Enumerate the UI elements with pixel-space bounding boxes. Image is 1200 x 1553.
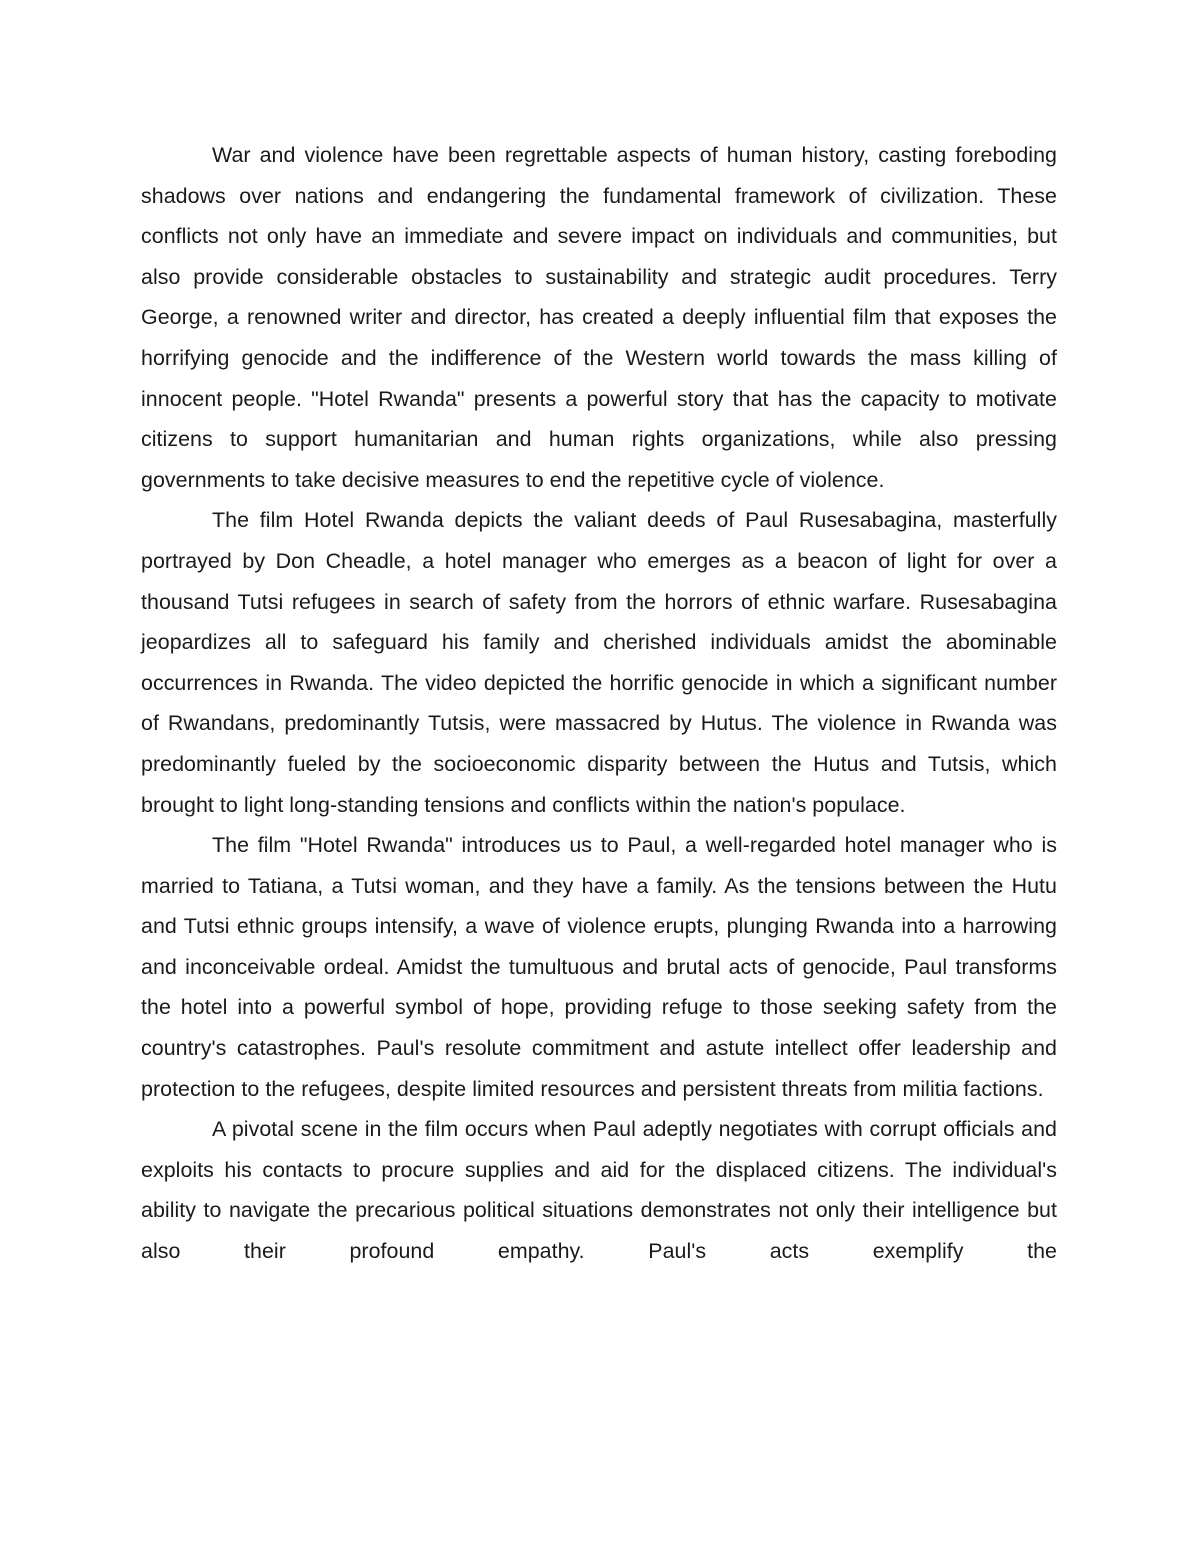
paragraph-intro: War and violence have been regrettable aspects of human history, casting foreboding shadows over nations and endangering the fundamental framework of civilization. These conflicts not only have an immediate and severe impact on individuals and communities, but also provide considerable obstacles to sustainability and strategic audit procedures. Terry George, a renowned writer and director, has created a deeply influential film that exposes the horrifying genocide and the indifference of the Western world towards the mass killing of innocent people. "Hotel Rwanda" presents a powerful story that has the capacity to motivate citizens to support humanitarian and human rights organizations, while also pressing governments to take decisive measures to end the repetitive cycle of violence. (141, 143, 1057, 492)
paragraph-plot: The film "Hotel Rwanda" introduces us to Paul, a well-regarded hotel manager who is married to Tatiana, a Tutsi woman, and they have a family. As the tensions between the Hutu and Tutsi ethnic groups intensify, a wave of violence erupts, plunging Rwanda into a harrowing and inconceivable ordeal. Amidst the tumultuous and brutal acts of genocide, Paul transforms the hotel into a powerful symbol of hope, providing refuge to those seeking safety from the country's catastrophes. Paul's resolute commitment and astute intellect offer leadership and protection to the refugees, despite limited resources and persistent threats from militia factions. (141, 833, 1057, 1101)
paragraph-pivotal-scene: A pivotal scene in the film occurs when Paul adeptly negotiates with corrupt officials and exploits his contacts to procure supplies and aid for the displaced citizens. The individual's ability to navigate the precarious political situations demonstrates not only their intelligence but also their profound empathy. Paul's acts exemplify the (141, 1117, 1057, 1264)
essay-body (141, 135, 1057, 1272)
paragraph-film-summary: The film Hotel Rwanda depicts the valiant deeds of Paul Rusesabagina, masterfully portrayed by Don Cheadle, a hotel manager who emerges as a beacon of light for over a thousand Tutsi refugees in search of safety from the horrors of ethnic warfare. Rusesabagina jeopardizes all to safeguard his family and cherished individuals amidst the abominable occurrences in Rwanda. The video depicted the horrific genocide in which a significant number of Rwandans, predominantly Tutsis, were massacred by Hutus. The violence in Rwanda was predominantly fueled by the socioeconomic disparity between the Hutus and Tutsis, which brought to light long-standing tensions and conflicts within the nation's populace. (141, 508, 1057, 817)
